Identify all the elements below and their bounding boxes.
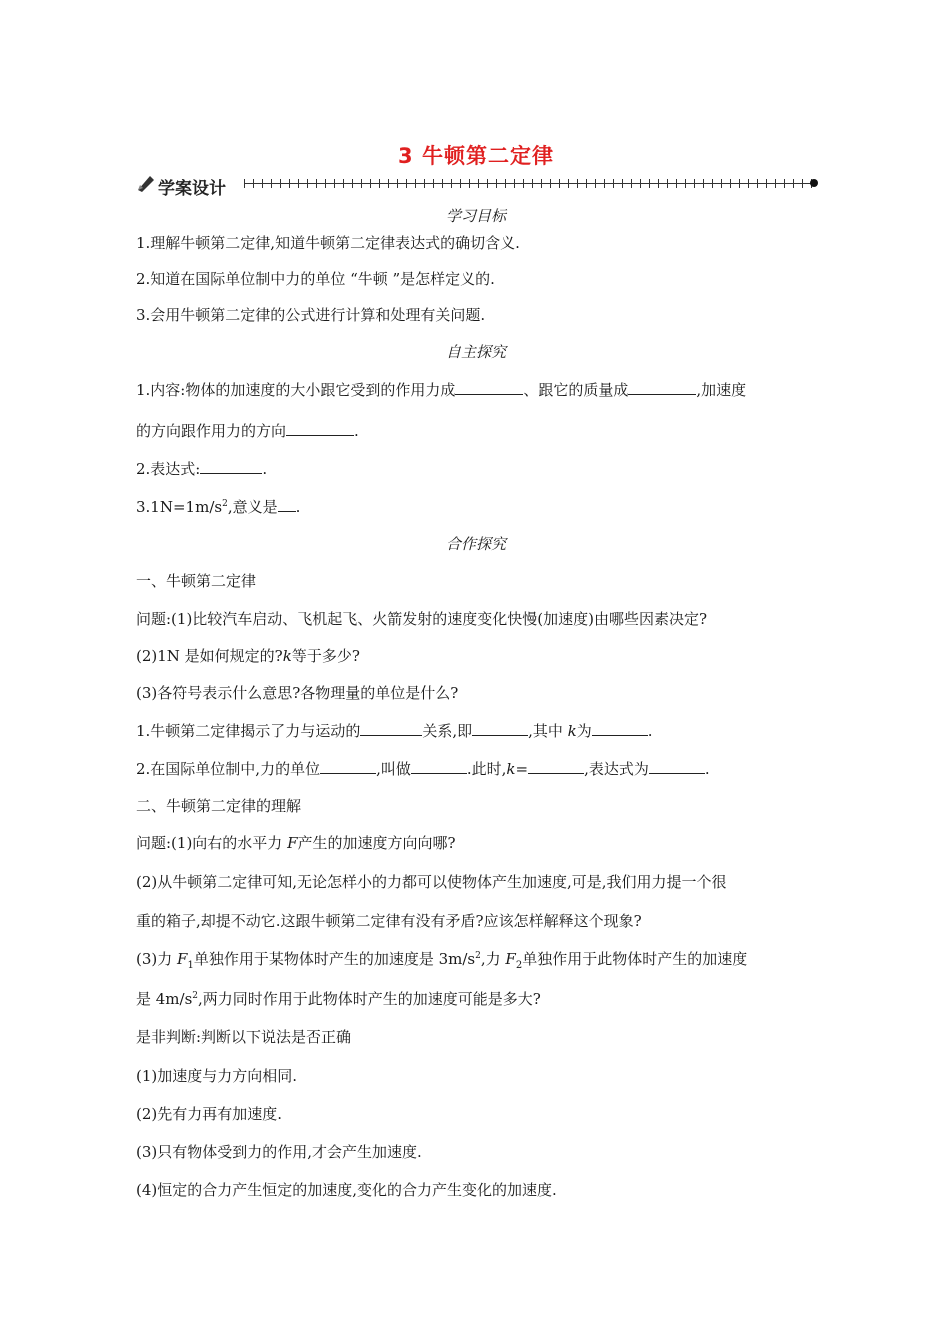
answer-blank[interactable]: [472, 721, 528, 736]
answer-blank[interactable]: [360, 721, 422, 736]
answer-blank[interactable]: [649, 759, 705, 774]
answer-blank[interactable]: [200, 459, 262, 474]
pencil-icon: [136, 174, 156, 192]
judgment-heading: 是非判断:判断以下说法是否正确: [136, 1028, 352, 1046]
section-heading-self: 自主探究: [445, 343, 506, 361]
content-line: 1.内容:物体的加速度的大小跟它受到的作用力成 、跟它的质量成 ,加速度: [136, 381, 747, 399]
answer-blank[interactable]: [286, 421, 354, 436]
answer-blank[interactable]: [628, 380, 696, 395]
content-line: 2.表达式: .: [136, 460, 268, 478]
answer-blank[interactable]: [320, 759, 376, 774]
answer-blank[interactable]: [278, 497, 296, 512]
content-line: 的方向跟作用力的方向 .: [136, 422, 359, 440]
banner-ticks: [244, 179, 814, 188]
judgment-item: (2)先有力再有加速度.: [136, 1105, 283, 1123]
banner-end-dot: [810, 179, 818, 187]
page-title: 3 牛顿第二定律: [398, 144, 554, 168]
question-line: 重的箱子,却提不动它.这跟牛顿第二定律有没有矛盾?应该怎样解释这个现象?: [136, 912, 642, 930]
question-line: 问题:(1)向右的水平力 F产生的加速度方向向哪?: [136, 834, 456, 852]
judgment-item: (3)只有物体受到力的作用,才会产生加速度.: [136, 1143, 422, 1161]
judgment-item: (4)恒定的合力产生恒定的加速度,变化的合力产生变化的加速度.: [136, 1181, 557, 1199]
section-banner: [136, 171, 818, 197]
section-heading-coop: 合作探究: [445, 535, 506, 553]
question-line: (2)从牛顿第二定律可知,无论怎样小的力都可以使物体产生加速度,可是,我们用力提一个很: [136, 873, 727, 891]
banner-label: 学案设计: [158, 179, 226, 199]
section-heading-goals: 学习目标: [445, 207, 506, 225]
answer-blank[interactable]: [592, 721, 648, 736]
answer-blank[interactable]: [455, 380, 523, 395]
goal-item: 3.会用牛顿第二定律的公式进行计算和处理有关问题.: [136, 306, 486, 324]
goal-item: 2.知道在国际单位制中力的单位 “牛顿 ”是怎样定义的.: [136, 270, 495, 288]
content-line: 2.在国际单位制中,力的单位 ,叫做 .此时,k= ,表达式为 .: [136, 760, 710, 778]
subheading: 一、牛顿第二定律: [136, 572, 257, 590]
judgment-item: (1)加速度与力方向相同.: [136, 1067, 298, 1085]
answer-blank[interactable]: [528, 759, 584, 774]
subheading: 二、牛顿第二定律的理解: [136, 797, 302, 815]
question-line: 是 $4m/s^2$,两力同时作用于此物体时产生的加速度可能是多大?: [136, 990, 541, 1008]
content-line: 1.牛顿第二定律揭示了力与运动的 关系,即 ,其中 k为 .: [136, 722, 653, 740]
question-line: (2)1N 是如何规定的?k等于多少?: [136, 647, 360, 665]
answer-blank[interactable]: [411, 759, 467, 774]
question-line: (3)各符号表示什么意思?各物理量的单位是什么?: [136, 684, 459, 702]
question-line: 问题:(1)比较汽车启动、飞机起飞、火箭发射的速度变化快慢(加速度)由哪些因素决定?: [136, 610, 708, 628]
goal-item: 1.理解牛顿第二定律,知道牛顿第二定律表达式的确切含义.: [136, 234, 520, 252]
question-line: (3)力 $F_1$单独作用于某物体时产生的加速度是 $3m/s^2$,力 $F_2$单独作用于此物体时产生的加速度: [136, 950, 748, 971]
content-line: $3.1N=1m/s^2$,意义是 .: [136, 498, 301, 516]
